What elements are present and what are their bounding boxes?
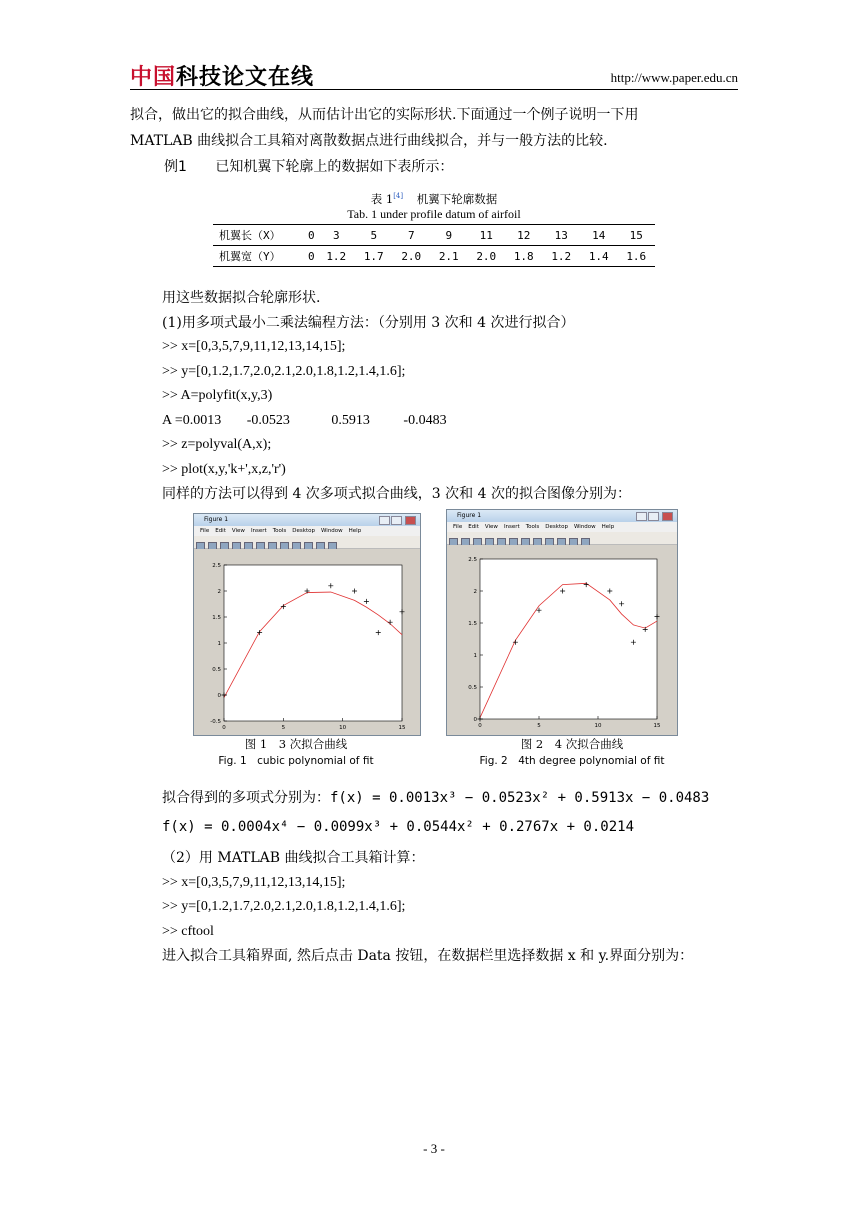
- header-url[interactable]: http://www.paper.edu.cn: [610, 70, 738, 85]
- figure-titlebar: [447, 510, 677, 522]
- fig1-caption-en: Fig. 1 cubic polynomial of fit: [218, 755, 374, 767]
- minimize-icon[interactable]: [636, 512, 647, 521]
- intro-line-2: MATLAB 曲线拟合工具箱对离散数据点进行曲线拟合，并与一般方法的比较.: [130, 133, 608, 149]
- table-cell: 2.0: [393, 246, 431, 267]
- part2-block: [162, 846, 772, 969]
- table-caption-title: 机翼下轮廓数据: [416, 192, 498, 206]
- table-row-label: 机翼宽（Y）: [213, 246, 305, 267]
- y-tick-label: 2: [473, 589, 477, 595]
- code-line-y: >> y=[0,1.2,1.7,2.0,2.1,2.0,1.8,1.2,1.4,1.6];: [162, 363, 406, 379]
- table-cell: 7: [393, 225, 431, 246]
- fig2-caption-zh: 图 2 4 次拟合曲线: [520, 737, 624, 751]
- formula-intro: 拟合得到的多项式分别为：: [162, 790, 330, 806]
- example-text: 已知机翼下轮廓上的数据如下表所示：: [215, 159, 454, 175]
- example-line: [130, 154, 740, 180]
- menu-edit[interactable]: Edit: [468, 524, 479, 530]
- menu-tools[interactable]: Tools: [525, 524, 540, 530]
- x-tick-label: 5: [537, 723, 541, 729]
- y-tick-label: 0: [217, 693, 221, 699]
- x-tick-label: 15: [653, 723, 661, 729]
- table-cell: 5: [355, 225, 393, 246]
- body-line-figures: 同样的方法可以得到 4 次多项式拟合曲线，3 次和 4 次的拟合图像分别为：: [162, 486, 631, 502]
- code-result-line: [162, 409, 772, 434]
- x-tick-label: 0: [222, 725, 226, 731]
- x-tick-label: 10: [594, 723, 602, 729]
- table-row-label: 机翼长（X）: [213, 225, 305, 246]
- figure-toolbar: [447, 532, 677, 545]
- menu-help[interactable]: Help: [348, 528, 362, 534]
- coef-4: -0.0483: [403, 412, 447, 428]
- table-cell: 11: [468, 225, 506, 246]
- formula-cubic: f(x) = 0.0013x³ − 0.0523x² + 0.5913x − 0.0483: [330, 790, 710, 806]
- fit-chart-cubic: [194, 549, 420, 735]
- y-tick-label: 1.5: [468, 621, 477, 627]
- table-row-x: [213, 225, 655, 246]
- x-tick-label: 0: [478, 723, 482, 729]
- body-line-2: (1)用多项式最小二乘法编程方法：（分别用 3 次和 4 次进行拟合）: [162, 314, 575, 331]
- table-cell: 2.1: [430, 246, 468, 267]
- formula-line-1: [162, 787, 709, 807]
- coef-2: -0.0523: [246, 412, 290, 428]
- y-tick-label: -0.5: [210, 719, 221, 725]
- example-label: 例1: [164, 159, 187, 175]
- table-cell: 1.4: [580, 246, 618, 267]
- y-tick-label: 0.5: [468, 685, 477, 691]
- table-row-y: [213, 246, 655, 267]
- figure-title: Figure 1: [204, 516, 229, 523]
- table-caption-zh: [300, 191, 568, 207]
- x-tick-label: 15: [398, 725, 406, 731]
- menu-insert[interactable]: Insert: [250, 528, 267, 534]
- maximize-icon[interactable]: [648, 512, 659, 521]
- x-tick-label: 5: [281, 725, 286, 731]
- table-cell: 12: [505, 225, 543, 246]
- part2-line-1: （2）用 MATLAB 曲线拟合工具箱计算：: [162, 850, 425, 866]
- menu-insert[interactable]: Insert: [503, 524, 520, 530]
- code-line-polyfit: >> A=polyfit(x,y,3): [162, 388, 273, 403]
- figure-menubar: [194, 526, 420, 536]
- airfoil-table: [213, 224, 655, 267]
- menu-desktop[interactable]: Desktop: [292, 528, 315, 534]
- part2-code-cftool: >> cftool: [162, 923, 214, 939]
- logo-red-text: 中国: [130, 65, 177, 90]
- y-tick-label: 1: [217, 641, 221, 647]
- menu-edit[interactable]: Edit: [215, 528, 226, 534]
- y-tick-label: 0: [473, 717, 477, 723]
- table-cell: 1.2: [543, 246, 581, 267]
- y-tick-label: 1.5: [212, 615, 221, 621]
- intro-paragraph: [130, 102, 740, 180]
- code-line-plot: >> plot(x,y,'k+',x,z,'r'): [162, 461, 286, 477]
- figure-title: Figure 1: [457, 512, 482, 519]
- fig1-caption-zh: 图 1 3 次拟合曲线: [244, 737, 348, 751]
- x-tick-label: 10: [339, 725, 347, 731]
- body-block: [162, 286, 772, 507]
- site-logo: [130, 60, 314, 91]
- table-cell: 13: [543, 225, 581, 246]
- y-tick-label: 2: [217, 589, 221, 595]
- table-cell: 14: [580, 225, 618, 246]
- menu-desktop[interactable]: Desktop: [545, 524, 568, 530]
- y-tick-label: 0.5: [212, 667, 221, 673]
- y-tick-label: 1: [473, 653, 477, 659]
- table-cell: 1.6: [618, 246, 656, 267]
- fig2-caption-en: Fig. 2 4th degree polynomial of fit: [479, 755, 665, 767]
- table-caption-prefix: 表 1: [370, 192, 394, 206]
- table-cell: 1.2: [318, 246, 356, 267]
- figure-window-1: [193, 513, 421, 736]
- menu-view[interactable]: View: [231, 528, 245, 534]
- menu-view[interactable]: View: [484, 524, 498, 530]
- table-cell: 1.8: [505, 246, 543, 267]
- body-line-1: 用这些数据拟合轮廓形状.: [162, 290, 321, 306]
- part2-code-y: >> y=[0,1.2,1.7,2.0,2.1,2.0,1.8,1.2,1.4,1.6];: [162, 899, 406, 914]
- menu-file[interactable]: File: [453, 524, 463, 530]
- menu-window[interactable]: Window: [573, 524, 596, 530]
- y-tick-label: 2.5: [468, 557, 477, 563]
- intro-line-1: 拟合，做出它的拟合曲线，从而估计出它的实际形状.下面通过一个例子说明一下用: [130, 107, 639, 123]
- y-tick-label: 2.5: [212, 563, 221, 569]
- formula-quartic: f(x) = 0.0004x⁴ − 0.0099x³ + 0.0544x² + 0.2767x + 0.0214: [162, 819, 635, 835]
- table-cell: 2.0: [468, 246, 506, 267]
- table-caption-en: Tab. 1 under profile datum of airfoil: [347, 207, 521, 221]
- figure-titlebar: [194, 514, 420, 526]
- close-icon[interactable]: [662, 512, 673, 521]
- table-cell: 0: [305, 246, 318, 267]
- maximize-icon[interactable]: [391, 516, 402, 525]
- plot-area: [480, 559, 657, 719]
- table-cell: 15: [618, 225, 656, 246]
- table-caption-ref[interactable]: [4]: [393, 192, 404, 201]
- menu-window[interactable]: Window: [320, 528, 343, 534]
- menu-file[interactable]: File: [200, 528, 210, 534]
- code-line-x: >> x=[0,3,5,7,9,11,12,13,14,15];: [162, 339, 346, 354]
- figure-toolbar: [194, 536, 420, 549]
- table-cell: 3: [318, 225, 356, 246]
- part2-code-x: >> x=[0,3,5,7,9,11,12,13,14,15];: [162, 874, 346, 890]
- fit-chart-quartic: [447, 545, 677, 735]
- plot-area: [224, 565, 402, 721]
- table-cell: 9: [430, 225, 468, 246]
- menu-tools[interactable]: Tools: [272, 528, 287, 534]
- minimize-icon[interactable]: [379, 516, 390, 525]
- part2-line-5: 进入拟合工具箱界面, 然后点击 Data 按钮，在数据栏里选择数据 x 和 y.界面分别为：: [162, 948, 694, 964]
- logo-black-text: 科技论文在线: [176, 65, 315, 90]
- menu-help[interactable]: Help: [601, 524, 615, 530]
- close-icon[interactable]: [405, 516, 416, 525]
- code-line-polyval: >> z=polyval(A,x);: [162, 437, 272, 452]
- figure-menubar: [447, 522, 677, 532]
- table-cell: 1.7: [355, 246, 393, 267]
- figure-window-2: [446, 509, 678, 736]
- header-rule: [130, 89, 738, 90]
- coef-3: 0.5913: [331, 412, 370, 428]
- table-cell: 0: [305, 225, 318, 246]
- coef-1: A =0.0013: [162, 412, 222, 428]
- page-number: - 3 -: [423, 1141, 445, 1156]
